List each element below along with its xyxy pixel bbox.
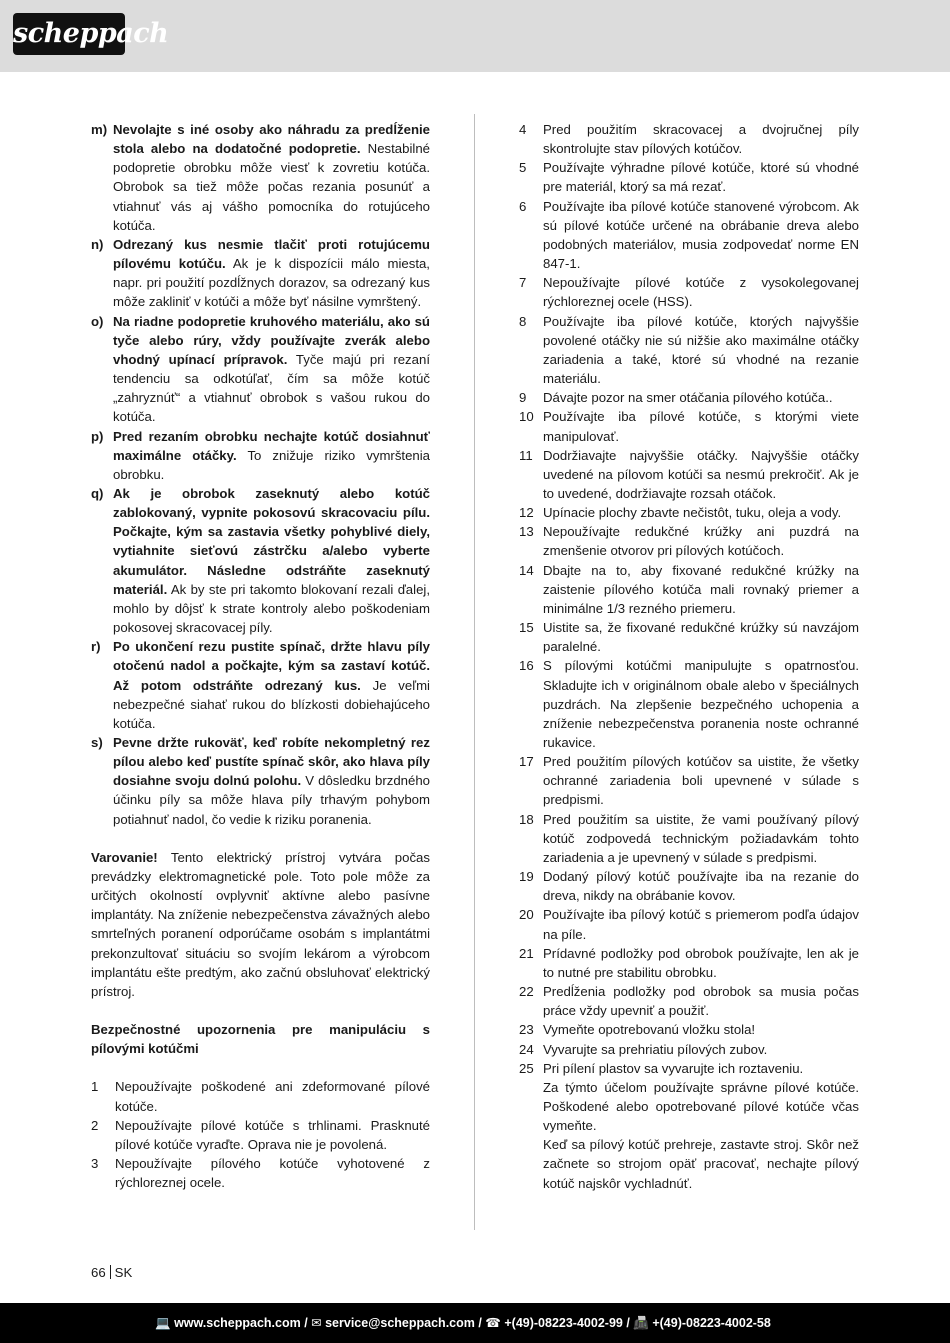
- phone-icon: ☎: [485, 1316, 501, 1330]
- item-number: 18: [519, 811, 534, 827]
- header-bar: [0, 0, 950, 72]
- item-number: 17: [519, 754, 534, 770]
- blade-item: [519, 312, 859, 389]
- item-text: [543, 1040, 859, 1059]
- blade-list-right: [519, 120, 859, 1193]
- item-number: 5: [519, 160, 527, 176]
- item-label: r): [91, 639, 101, 655]
- item-main-text: Používajte iba pílové kotúče, s ktorými viete manipulovať.: [543, 409, 859, 444]
- item-main-text: Prídavné podložky pod obrobok používajte, len ak je to nutné pre stabilitu obrobku.: [543, 945, 859, 980]
- website-link[interactable]: www.scheppach.com: [174, 1316, 301, 1330]
- item-number: 24: [519, 1041, 534, 1057]
- item-main-text: S pílovými kotúčmi manipulujte s opatrnosťou. Skladujte ich v originálnom obale alebo v špeciálnych puzdrách. Na zlepšenie bezpečného uchopenia a zníženie nebezpečenstva poranenia noste ochranné rukavice.: [543, 658, 859, 750]
- item-normal-text: V dôsledku brzdného účinku píly sa môže hlava píly trhavým pohybom potiahnuť nadol, čo vedie k riziku poranenia.: [113, 773, 430, 827]
- warning-text: Tento elektrický prístroj vytvára počas prevádzky elektromagnetické pole. Toto pole môže za určitých okolností ovplyvniť aktívne alebo pasívne implantáty. Na zníženie nebezpečenstva závažných alebo smrteľných poranení odporúčame osobám s implantátmi prekonzultovať situáciu so svojím lekárom a výrobcom implantátu ešte predtým, ako začnú obsluhovať elektrický prístroj.: [91, 849, 430, 999]
- item-text: [113, 637, 430, 733]
- computer-icon: 💻: [155, 1316, 171, 1330]
- item-main-text: Predĺženia podložky pod obrobok sa musia počas práce vždy upevniť a použiť.: [543, 984, 859, 1019]
- item-main-text: Uistite sa, že fixované redukčné krúžky sú navzájom paralelné.: [543, 620, 859, 655]
- item-text: [115, 1154, 430, 1192]
- item-number: 6: [519, 198, 527, 214]
- item-text: [543, 312, 859, 389]
- item-main-text: Používajte iba pílový kotúč s priemerom podľa údajov na píle.: [543, 907, 859, 942]
- item-normal-text: Je veľmi nebezpečné siahať rukou do blízkosti dobiehajúceho kotúča.: [113, 677, 430, 731]
- item-main-text: Nepoužívajte pílového kotúče vyhotovené z rýchloreznej ocele.: [115, 1155, 430, 1191]
- safety-item: [91, 427, 430, 484]
- section-heading: Bezpečnostné upozornenia pre manipuláciu s pílovými kotúčmi: [91, 1022, 430, 1057]
- item-label: q): [91, 485, 104, 501]
- item-bold-text: Nevolajte s iné osoby ako náhradu za predĺženie stola alebo na dodatočné podopretie.: [113, 122, 430, 157]
- item-text: [543, 407, 859, 445]
- footer-separator: /: [622, 1316, 634, 1330]
- item-main-text: Dbajte na to, aby fixované redukčné krúžky na zaistenie pílového kotúča mali rovnaký priemer a minimálne 1/3 rezného priemeru.: [543, 562, 859, 616]
- warning-label: Varovanie!: [91, 849, 158, 865]
- item-normal-text: Nestabilné podopretie obrobku môže viesť k zovretiu kotúča. Obrobok sa tiež môže počas rezania posunúť a vtiahnuť vás aj vášho pomocníka do rotujúceho kotúča.: [113, 141, 430, 233]
- blade-item: [519, 197, 859, 274]
- item-text: [543, 810, 859, 867]
- blade-item: [519, 944, 859, 982]
- item-text: [543, 158, 859, 196]
- item-bold-text: Pevne držte rukoväť, keď robíte nekompletný rez pílou alebo keď pustíte spínač skôr, ako hlava píly dosiahne svoju dolnú polohu.: [113, 735, 430, 789]
- fax-icon: 📠: [633, 1316, 649, 1330]
- item-number: 15: [519, 620, 534, 636]
- item-extra-text: Za týmto účelom používajte správne pílové kotúče. Poškodené alebo opotrebované pílové kotúče včas vymeňte.: [543, 1079, 859, 1134]
- item-bold-text: Na riadne podopretie kruhového materiálu, ako sú tyče alebo rúry, vždy používajte zverák alebo vhodný upínací prípravok.: [113, 313, 430, 367]
- safety-item: [91, 733, 430, 829]
- item-text: [543, 446, 859, 503]
- fax-number: +(49)-08223-4002-58: [652, 1316, 771, 1330]
- blade-item: [519, 503, 859, 522]
- item-extra-text: Keď sa pílový kotúč prehreje, zastavte stroj. Skôr než začnete so strojom opäť pracovať, nechajte pílový kotúč najskôr vychladnúť.: [543, 1137, 859, 1191]
- item-main-text: Používajte iba pílové kotúče, ktorých najvyššie povolené otáčky nie sú nižšie ako maximálne otáčky zariadenia a také, ktoré sú vhodné na rezanie materiálu.: [543, 313, 859, 387]
- item-text: [113, 235, 430, 312]
- item-main-text: Dodržiavajte najvyššie otáčky. Najvyššie otáčky uvedené na pílovom kotúči sa nesmú prekročiť. Ak je to uvedené, dodržiavajte rozsah otáčok.: [543, 447, 859, 501]
- page-number-value: 66: [91, 1265, 106, 1280]
- phone-number: +(49)-08223-4002-99: [504, 1316, 623, 1330]
- column-divider: [474, 114, 475, 1230]
- item-number: 12: [519, 505, 534, 521]
- item-main-text: Používajte iba pílové kotúče stanovené výrobcom. Ak sú pílové kotúče určené na obrábanie dreva alebo podobných materiálov, musia zodpovedať norme EN 847-1.: [543, 198, 859, 272]
- item-text: [113, 484, 430, 637]
- blade-item: [91, 1077, 430, 1115]
- blade-item: [519, 1059, 859, 1193]
- blade-item: [91, 1154, 430, 1192]
- safety-list: [91, 120, 430, 829]
- blade-item: [91, 1116, 430, 1154]
- item-text: [115, 1077, 430, 1115]
- item-text: [115, 1116, 430, 1154]
- page-number: [91, 1265, 132, 1280]
- blade-item: [519, 120, 859, 158]
- item-main-text: Dávajte pozor na smer otáčania pílového kotúča..: [543, 390, 833, 406]
- item-main-text: Vyvarujte sa prehriatiu pílových zubov.: [543, 1041, 768, 1057]
- item-main-text: Nepoužívajte redukčné krúžky ani puzdrá na zmenšenie otvorov pri pílových kotúčoch.: [543, 524, 859, 559]
- item-label: p): [91, 428, 104, 444]
- blade-item: [519, 1040, 859, 1059]
- item-main-text: Pred použitím sa uistite, že vami používaný pílový kotúč zodpovedá technickým požiadavkám tohto zariadenia a je upevnený v súlade s predpismi.: [543, 811, 859, 865]
- item-bold-text: Ak je obrobok zaseknutý alebo kotúč zablokovaný, vypnite pokosovú skracovaciu pílu. Počkajte, kým sa zastavia všetky pohyblivé diely, vytiahnite sieťovú zástrčku a/alebo vyberte akumulátor. Následne odstráňte zaseknutý materiál.: [113, 485, 430, 597]
- item-main-text: Pred použitím pílových kotúčov sa uistite, že všetky ochranné zariadenia boli upevnené v súlade s predpismi.: [543, 754, 859, 808]
- item-main-text: Pri pílení plastov sa vyvarujte ich roztaveniu.: [543, 1060, 804, 1076]
- item-number: 8: [519, 313, 527, 329]
- item-text: [543, 503, 859, 522]
- item-number: 13: [519, 524, 534, 540]
- item-label: n): [91, 236, 104, 252]
- page-language: SK: [114, 1265, 133, 1280]
- item-number: 16: [519, 658, 534, 674]
- item-text: [543, 1020, 859, 1039]
- item-normal-text: To znižuje riziko vymrštenia obrobku.: [113, 447, 431, 482]
- item-main-text: Pred použitím skracovacej a dvojručnej píly skontrolujte stav pílových kotúčov.: [543, 122, 859, 157]
- item-text: [543, 867, 859, 905]
- item-number: 22: [519, 984, 534, 1000]
- item-main-text: Nepoužívajte poškodené ani zdeformované pílové kotúče.: [115, 1079, 430, 1114]
- warning-paragraph: [91, 848, 430, 1001]
- item-number: 1: [91, 1079, 99, 1095]
- blade-item: [519, 561, 859, 618]
- item-text: [543, 982, 859, 1020]
- item-text: [543, 561, 859, 618]
- item-text: [543, 388, 859, 407]
- blade-item: [519, 982, 859, 1020]
- footer-bar: [0, 1303, 950, 1343]
- item-text: [543, 120, 859, 158]
- left-column: [91, 120, 430, 1192]
- item-number: 4: [519, 122, 527, 137]
- item-bold-text: Po ukončení rezu pustite spínač, držte hlavu píly otočenú nadol a počkajte, kým sa zastaví kotúč. Až potom odstráňte odrezaný kus.: [113, 639, 430, 693]
- item-main-text: Upínacie plochy zbavte nečistôt, tuku, oleja a vody.: [543, 505, 842, 521]
- footer-separator: /: [474, 1316, 486, 1330]
- email-link[interactable]: service@scheppach.com: [325, 1316, 475, 1330]
- item-text: [113, 120, 430, 235]
- item-label: o): [91, 313, 104, 329]
- safety-item: [91, 637, 430, 733]
- blade-item: [519, 752, 859, 809]
- item-normal-text: Tyče majú pri rezaní tendenciu sa odkotúľať, čím sa môže kotúč „zahryznúť“ a vtiahnuť obrobok s vašou rukou do kotúča.: [113, 351, 430, 425]
- right-column: [519, 120, 859, 1193]
- item-number: 3: [91, 1155, 99, 1171]
- safety-item: [91, 312, 430, 427]
- item-label: m): [91, 122, 108, 137]
- blade-item: [519, 867, 859, 905]
- blade-item: [519, 905, 859, 943]
- email-icon: ✉: [311, 1316, 322, 1330]
- blade-item: [519, 810, 859, 867]
- blade-item: [519, 158, 859, 196]
- blade-item: [519, 656, 859, 752]
- item-bold-text: Odrezaný kus nesmie tlačiť proti rotujúcemu pílovému kotúču.: [113, 236, 430, 272]
- safety-item: [91, 120, 430, 235]
- blade-item: [519, 407, 859, 445]
- blade-item: [519, 1020, 859, 1039]
- item-label: s): [91, 735, 103, 750]
- item-text: [543, 944, 859, 982]
- item-bold-text: Pred rezaním obrobku nechajte kotúč dosiahnuť maximálne otáčky.: [113, 428, 430, 463]
- footer-contacts: [155, 1303, 771, 1343]
- item-main-text: Nepoužívajte pílové kotúče z vysokolegovanej rýchloreznej ocele (HSS).: [543, 275, 859, 310]
- item-main-text: Používajte výhradne pílové kotúče, ktoré sú vhodné pre materiál, ktorý sa má rezať.: [543, 160, 859, 195]
- item-number: 19: [519, 869, 534, 885]
- item-normal-text: Ak je k dispozícii málo miesta, napr. pri použití pozdĺžnych dorazov, sa odrezaný kus môže zakliniť v kotúči a môže byť násilne vymrštený.: [113, 256, 430, 310]
- blade-item: [519, 273, 859, 311]
- item-text: [543, 522, 859, 560]
- item-number: 23: [519, 1022, 534, 1038]
- item-text: [543, 618, 859, 656]
- item-text: [113, 427, 430, 484]
- blade-item: [519, 388, 859, 407]
- item-text: [113, 312, 430, 427]
- item-number: 14: [519, 562, 534, 578]
- item-main-text: Vymeňte opotrebovanú vložku stola!: [543, 1022, 756, 1038]
- item-text: [543, 905, 859, 943]
- page-separator: [110, 1265, 111, 1279]
- brand-logo: scheppach: [13, 13, 125, 55]
- item-text: [543, 1059, 859, 1193]
- item-text: [113, 733, 430, 829]
- safety-item: [91, 235, 430, 312]
- item-number: 20: [519, 907, 534, 923]
- item-normal-text: Ak by ste pri takomto blokovaní rezali ďalej, mohlo by dôjsť k strate kontroly alebo poškodeniam pokosovej skracovacej píly.: [113, 581, 430, 636]
- item-number: 9: [519, 390, 527, 406]
- item-text: [543, 656, 859, 752]
- item-main-text: Nepoužívajte pílové kotúče s trhlinami. Prasknuté pílové kotúče vyraďte. Oprava nie je povolená.: [115, 1117, 430, 1152]
- blade-item: [519, 618, 859, 656]
- blade-list-left: [91, 1077, 430, 1192]
- safety-item: [91, 484, 430, 637]
- item-number: 2: [91, 1117, 99, 1133]
- item-number: 11: [519, 447, 533, 463]
- item-number: 10: [519, 409, 534, 425]
- blade-item: [519, 522, 859, 560]
- item-number: 21: [519, 945, 534, 961]
- item-number: 7: [519, 275, 527, 291]
- blade-item: [519, 446, 859, 503]
- item-text: [543, 197, 859, 274]
- item-number: 25: [519, 1060, 534, 1076]
- footer-separator: /: [300, 1316, 312, 1330]
- item-text: [543, 752, 859, 809]
- item-text: [543, 273, 859, 311]
- item-main-text: Dodaný pílový kotúč používajte iba na rezanie do dreva, nikdy na obrábanie kovov.: [543, 869, 859, 904]
